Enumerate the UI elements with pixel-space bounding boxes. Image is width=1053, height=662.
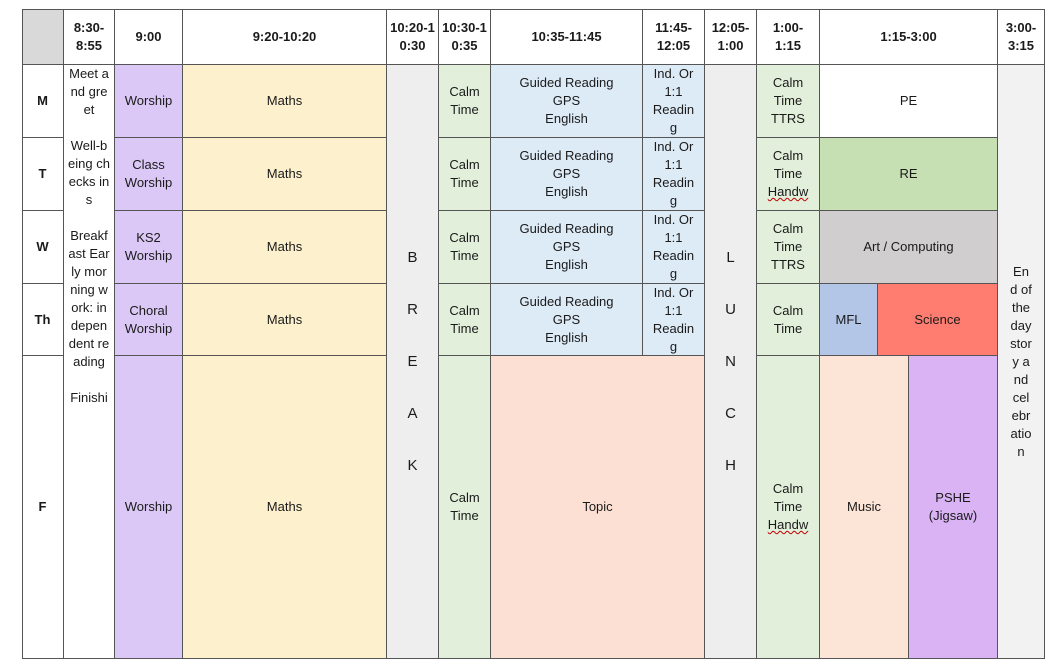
lunch-cell — [705, 65, 757, 659]
science-thursday: Science — [878, 284, 998, 356]
meet-text-3: Breakfast Early morning work: independent reading — [68, 228, 110, 369]
header-9-20: 9:20-10:20 — [183, 9, 387, 65]
guided-line-1: Guided Reading — [519, 75, 614, 90]
guided-line-3: English — [545, 257, 588, 272]
calm-monday: Calm Time — [439, 65, 491, 138]
header-1-00: 1:00-1:15 — [757, 9, 820, 65]
guided-line-3: English — [545, 329, 588, 345]
guided-line-3: English — [545, 111, 588, 126]
ind-line-4: g — [669, 120, 678, 135]
calm-wednesday: Calm Time — [439, 211, 491, 284]
header-corner — [22, 9, 64, 65]
header-8-30: 8:30-8:55 — [64, 9, 115, 65]
end-of-day-cell — [998, 65, 1045, 659]
calm-tuesday: Calm Time — [439, 138, 491, 211]
lunch-letter-l: L — [726, 248, 735, 266]
ind-reading-monday — [643, 65, 705, 138]
ind-line-1: Ind. Or — [653, 139, 694, 154]
header-12-05: 12:05-1:00 — [705, 9, 757, 65]
guided-reading-monday — [491, 65, 643, 138]
guided-line-1: Guided Reading — [519, 293, 614, 309]
lunch-letter-n: N — [725, 352, 736, 370]
calm-label: Calm Time — [772, 148, 804, 181]
maths-thursday: Maths — [183, 284, 387, 356]
guided-line-2: GPS — [552, 311, 581, 327]
lunch-letter-u: U — [725, 300, 736, 318]
maths-monday: Maths — [183, 65, 387, 138]
re-tuesday: RE — [820, 138, 998, 211]
break-letter-r: R — [407, 300, 418, 318]
ind-reading-thursday — [643, 284, 705, 356]
calm-extra-handw: Handw — [767, 184, 809, 199]
ind-line-2: 1:1 — [664, 230, 683, 245]
afternoon-calm-thursday: Calm Time — [757, 284, 820, 356]
guided-reading-tuesday — [491, 138, 643, 211]
maths-friday: Maths — [183, 356, 387, 659]
worship-wednesday: KS2 Worship — [115, 211, 183, 284]
ind-line-4: g — [669, 266, 678, 281]
guided-line-2: GPS — [552, 166, 581, 181]
guided-line-2: GPS — [552, 93, 581, 108]
guided-line-1: Guided Reading — [519, 221, 614, 236]
break-letter-a: A — [407, 404, 418, 422]
header-11-45: 11:45-12:05 — [643, 9, 705, 65]
break-cell — [387, 65, 439, 659]
ind-line-3: Readin — [652, 175, 695, 190]
calm-label: Calm Time — [772, 75, 804, 108]
calm-friday: Calm Time — [439, 356, 491, 659]
ind-reading-tuesday — [643, 138, 705, 211]
day-friday: F — [22, 356, 64, 659]
timetable — [22, 9, 1045, 659]
header-10-20: 10:20-10:30 — [387, 9, 439, 65]
break-letter-e: E — [407, 352, 418, 370]
ind-line-2: 1:1 — [664, 157, 683, 172]
day-thursday: Th — [22, 284, 64, 356]
pshe-friday: PSHE (Jigsaw) — [909, 356, 998, 659]
end-of-day-text: End of the day story and celebration — [1010, 263, 1032, 459]
meet-text-1: Meet and greet — [69, 66, 109, 117]
maths-wednesday: Maths — [183, 211, 387, 284]
ind-line-2: 1:1 — [664, 84, 683, 99]
guided-line-3: English — [545, 184, 588, 199]
ind-line-1: Ind. Or — [653, 66, 694, 81]
afternoon-calm-monday — [757, 65, 820, 138]
ind-line-4: g — [669, 338, 678, 354]
meet-and-greet-cell — [64, 65, 115, 659]
guided-line-2: GPS — [552, 239, 581, 254]
day-wednesday: W — [22, 211, 64, 284]
meet-text-4: Finishi — [70, 390, 108, 405]
meet-text-2: Well-being checks ins — [68, 138, 110, 207]
music-friday: Music — [820, 356, 909, 659]
ind-line-1: Ind. Or — [653, 212, 694, 227]
calm-extra-ttrs: TTRS — [771, 257, 805, 272]
ind-line-1: Ind. Or — [653, 284, 694, 300]
ind-line-4: g — [669, 193, 678, 208]
calm-thursday: Calm Time — [439, 284, 491, 356]
day-monday: M — [22, 65, 64, 138]
header-10-35: 10:35-11:45 — [491, 9, 643, 65]
pe-monday: PE — [820, 65, 998, 138]
mfl-thursday: MFL — [820, 284, 878, 356]
break-letter-b: B — [407, 248, 418, 266]
worship-monday: Worship — [115, 65, 183, 138]
guided-reading-thursday — [491, 284, 643, 356]
worship-thursday: Choral Worship — [115, 284, 183, 356]
calm-label: Calm Time — [772, 481, 804, 514]
guided-line-1: Guided Reading — [519, 148, 614, 163]
guided-reading-wednesday — [491, 211, 643, 284]
afternoon-calm-wednesday — [757, 211, 820, 284]
lunch-letter-h: H — [725, 456, 736, 474]
art-computing-wednesday: Art / Computing — [820, 211, 998, 284]
day-tuesday: T — [22, 138, 64, 211]
worship-friday: Worship — [115, 356, 183, 659]
lunch-letter-c: C — [725, 404, 736, 422]
calm-label: Calm Time — [772, 221, 804, 254]
ind-reading-wednesday — [643, 211, 705, 284]
calm-extra-ttrs: TTRS — [771, 111, 805, 126]
maths-tuesday: Maths — [183, 138, 387, 211]
worship-tuesday: Class Worship — [115, 138, 183, 211]
header-3-00: 3:00-3:15 — [998, 9, 1045, 65]
header-1-15: 1:15-3:00 — [820, 9, 998, 65]
afternoon-calm-tuesday — [757, 138, 820, 211]
break-letter-k: K — [407, 456, 418, 474]
topic-friday: Topic — [491, 356, 705, 659]
calm-extra-handw: Handw — [767, 517, 809, 532]
ind-line-3: Readin — [652, 102, 695, 117]
ind-line-3: Readin — [652, 248, 695, 263]
header-9-00: 9:00 — [115, 9, 183, 65]
header-10-30: 10:30-10:35 — [439, 9, 491, 65]
ind-line-3: Readin — [652, 320, 695, 336]
ind-line-2: 1:1 — [664, 302, 683, 318]
afternoon-calm-friday — [757, 356, 820, 659]
